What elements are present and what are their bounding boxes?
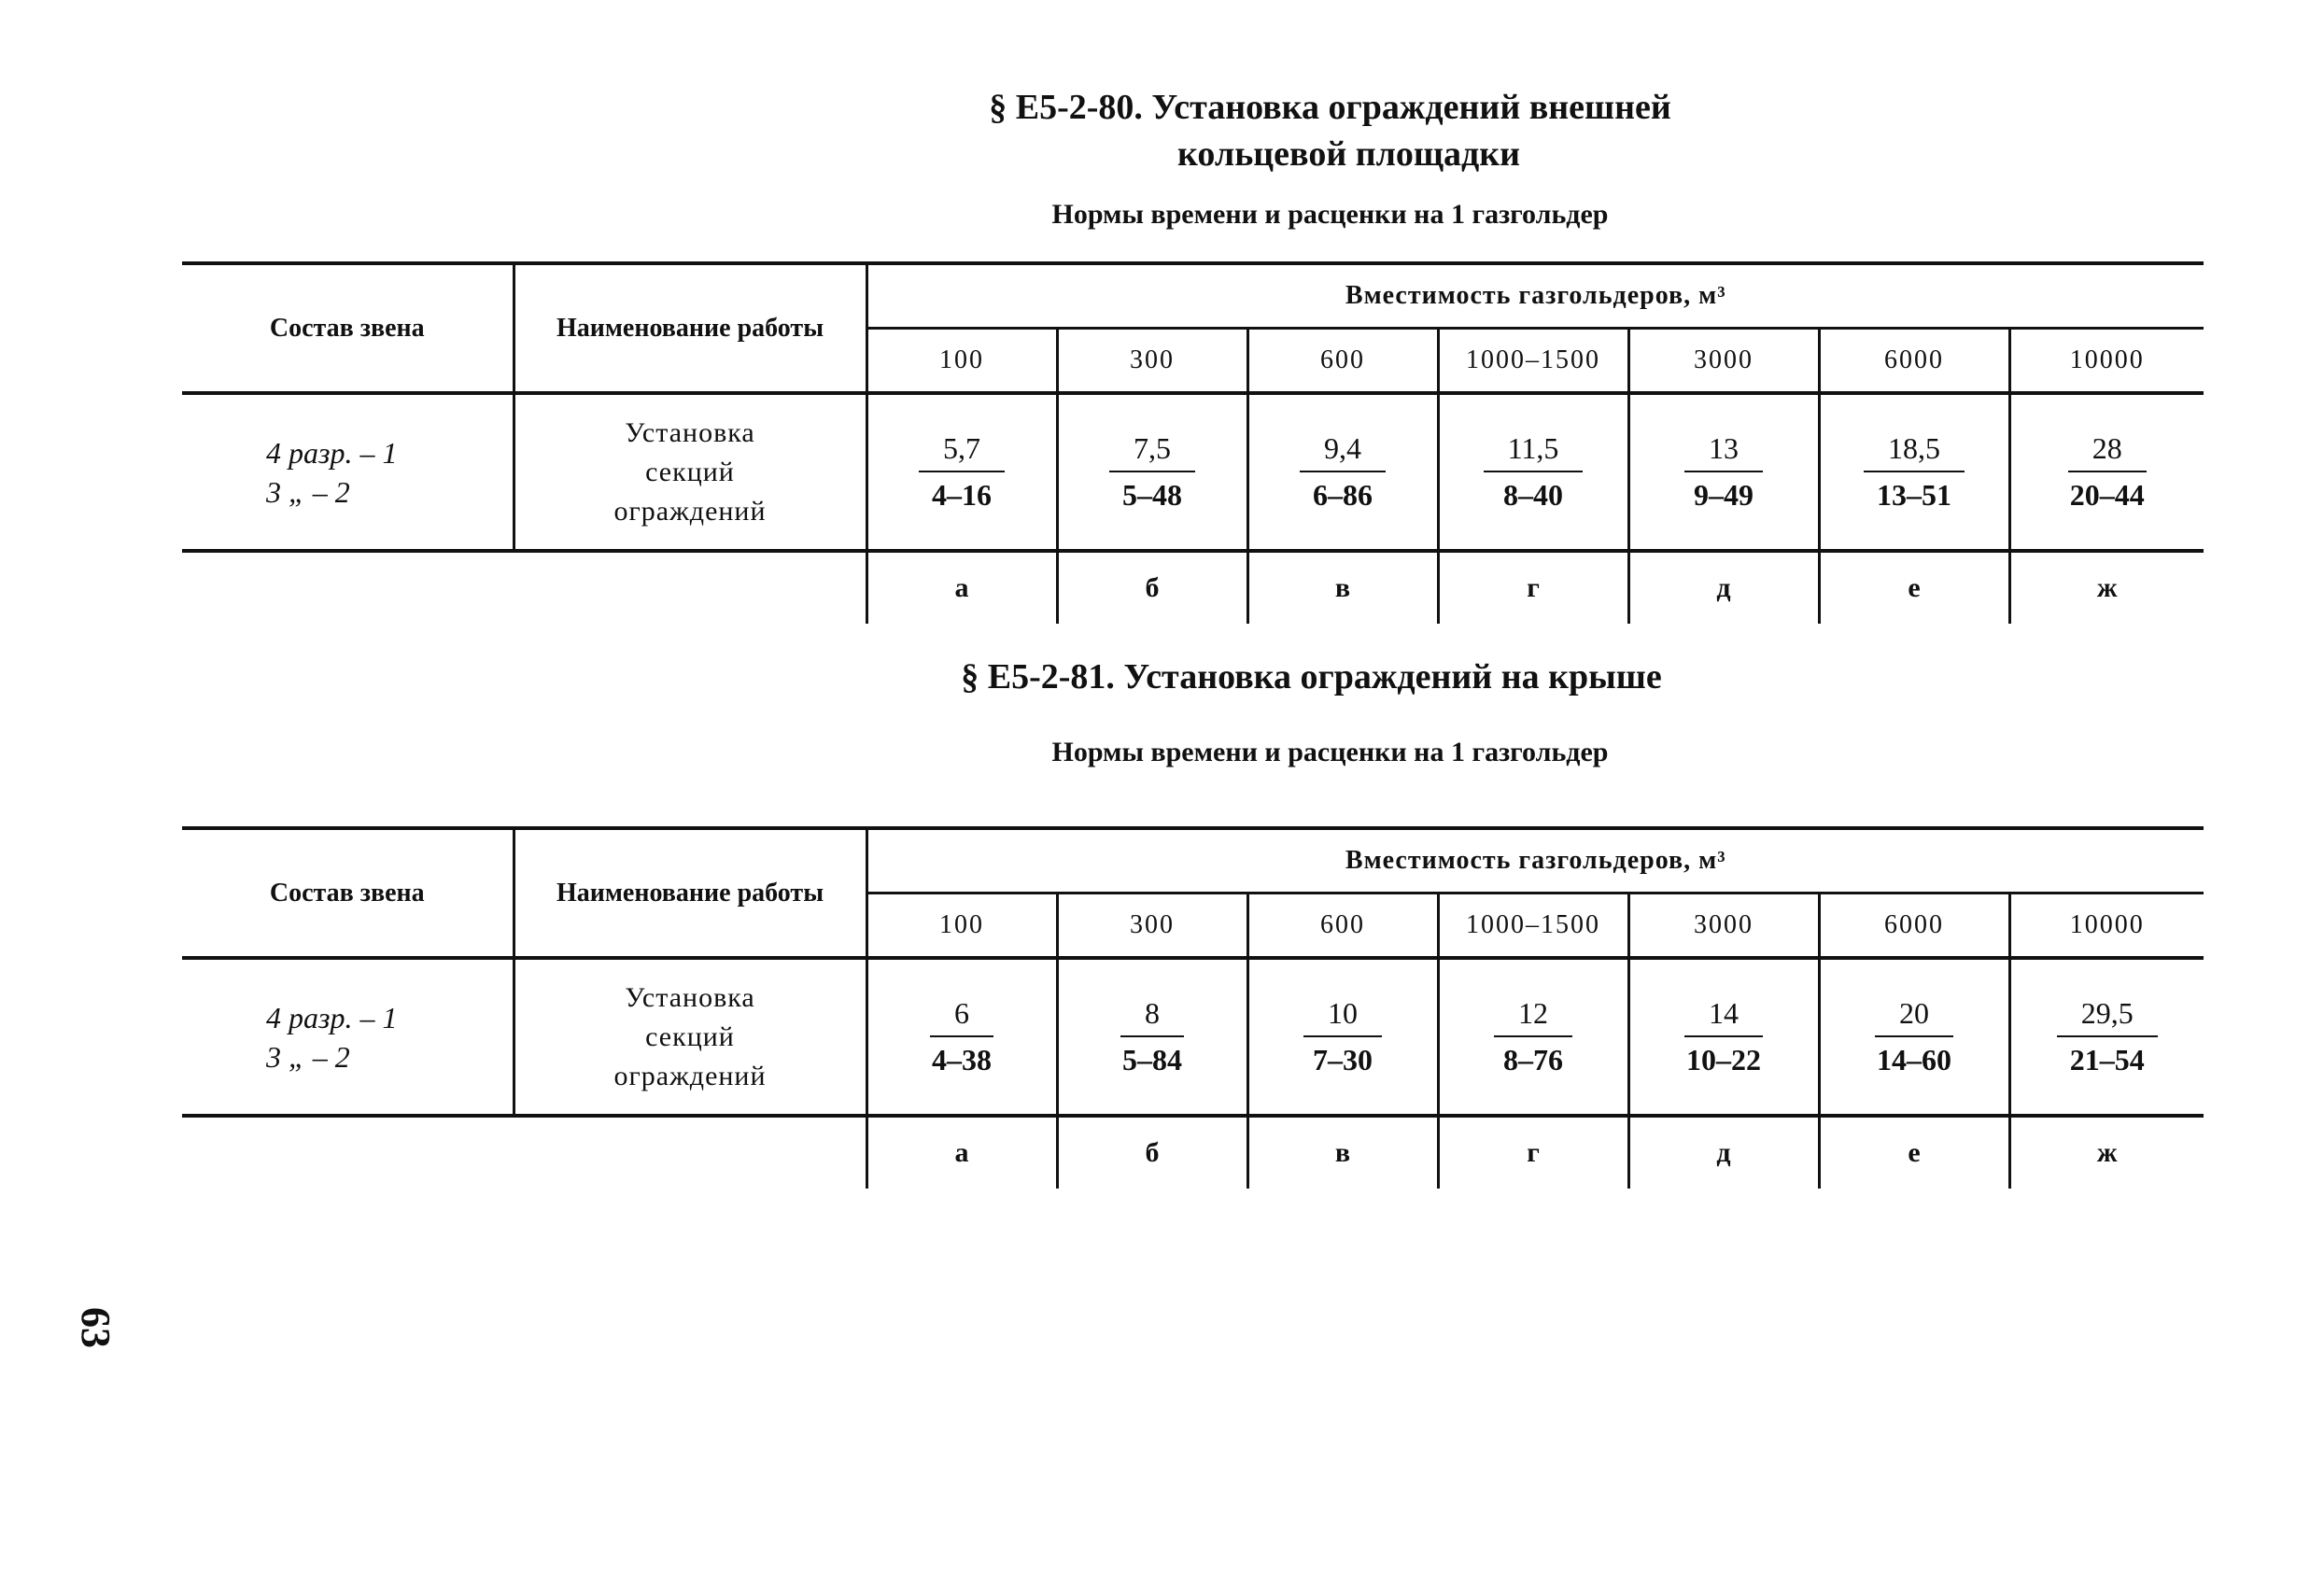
header-capacity: Вместимость газгольдеров, м³ — [866, 828, 2204, 893]
norm-value: 11,5 — [1484, 429, 1584, 472]
rate-value: 21–54 — [2069, 1042, 2145, 1076]
header-work: Наименование работы — [514, 263, 866, 393]
column-letter: в — [1247, 1116, 1438, 1189]
value-cell — [2009, 393, 2204, 551]
value-cell — [1819, 393, 2009, 551]
section-title-line2: кольцевой площадки — [1176, 134, 1521, 174]
column-letter: д — [1628, 1116, 1819, 1189]
work-line: секций — [645, 1020, 735, 1052]
header-work: Наименование работы — [514, 828, 866, 958]
rate-value: 13–51 — [1877, 477, 1951, 512]
norm-value: 7,5 — [1109, 429, 1195, 472]
capacity-col: 10000 — [2009, 329, 2204, 394]
page-number: 63 — [73, 1307, 119, 1348]
section-subtitle: Нормы времени и расценки на 1 газгольдер — [1051, 737, 1609, 767]
work-line: секций — [645, 456, 735, 487]
norm-value: 13 — [1684, 429, 1763, 472]
value-cell — [1247, 958, 1438, 1116]
crew-cell — [182, 958, 514, 1116]
rate-value: 5–48 — [1122, 477, 1182, 512]
capacity-col: 1000–1500 — [1438, 329, 1628, 394]
norm-value: 9,4 — [1300, 429, 1386, 472]
column-letter: б — [1057, 551, 1247, 624]
section-subtitle: Нормы времени и расценки на 1 газгольдер — [1051, 199, 1609, 230]
header-crew: Состав звена — [182, 263, 514, 393]
column-letter: г — [1438, 1116, 1628, 1189]
work-line: ограждений — [613, 495, 767, 527]
section-title-line1: § Е5-2-81. Установка ограждений на крыше — [961, 657, 1662, 697]
letters-row — [182, 551, 2204, 624]
column-letter: д — [1628, 551, 1819, 624]
rate-value: 14–60 — [1877, 1042, 1951, 1076]
capacity-col: 300 — [1057, 329, 1247, 394]
value-cell — [1628, 958, 1819, 1116]
letters-row — [182, 1116, 2204, 1189]
work-cell — [514, 393, 866, 551]
rate-value: 8–76 — [1503, 1042, 1563, 1076]
rate-value: 4–38 — [932, 1042, 992, 1076]
norm-value: 12 — [1494, 994, 1572, 1037]
value-cell — [1057, 958, 1247, 1116]
work-line: Установка — [625, 416, 755, 448]
table-row — [182, 958, 2204, 1116]
norm-value: 28 — [2068, 429, 2147, 472]
capacity-col: 600 — [1247, 329, 1438, 394]
norm-value: 6 — [930, 994, 993, 1037]
crew-line: 4 разр. – 1 — [266, 1000, 398, 1034]
norm-value: 5,7 — [919, 429, 1005, 472]
norms-table — [182, 826, 2204, 1189]
value-cell — [1438, 958, 1628, 1116]
column-letter: ж — [2009, 551, 2204, 624]
section-title-line1: § Е5-2-80. Установка ограждений внешней — [989, 88, 1671, 127]
crew-cell — [182, 393, 514, 551]
capacity-col: 600 — [1247, 893, 1438, 959]
norms-table — [182, 261, 2204, 624]
section-e5-2-80 — [0, 84, 2324, 603]
column-letter: ж — [2009, 1116, 2204, 1189]
crew-line: 4 разр. – 1 — [266, 435, 398, 470]
header-capacity: Вместимость газгольдеров, м³ — [866, 263, 2204, 329]
column-letter: а — [866, 551, 1057, 624]
capacity-col: 100 — [866, 893, 1057, 959]
section-e5-2-81 — [0, 654, 2324, 1168]
norm-value: 10 — [1303, 994, 1382, 1037]
crew-line: 3 „ – 2 — [266, 1039, 350, 1074]
column-letter: г — [1438, 551, 1628, 624]
rate-value: 4–16 — [932, 477, 992, 512]
work-line: Установка — [625, 981, 755, 1013]
capacity-col: 10000 — [2009, 893, 2204, 959]
capacity-col: 100 — [866, 329, 1057, 394]
capacity-col: 3000 — [1628, 893, 1819, 959]
column-letter: б — [1057, 1116, 1247, 1189]
column-letter: е — [1819, 551, 2009, 624]
value-cell — [866, 958, 1057, 1116]
value-cell — [866, 393, 1057, 551]
column-letter: а — [866, 1116, 1057, 1189]
norm-value: 14 — [1684, 994, 1763, 1037]
column-letter: е — [1819, 1116, 2009, 1189]
rate-value: 8–40 — [1503, 477, 1563, 512]
rate-value: 7–30 — [1313, 1042, 1373, 1076]
header-crew: Состав звена — [182, 828, 514, 958]
capacity-col: 6000 — [1819, 329, 2009, 394]
rate-value: 20–44 — [2069, 477, 2145, 512]
rate-value: 6–86 — [1313, 477, 1373, 512]
norm-value: 18,5 — [1864, 429, 1965, 472]
norm-value: 29,5 — [2057, 994, 2158, 1037]
table-row — [182, 393, 2204, 551]
capacity-col: 3000 — [1628, 329, 1819, 394]
value-cell — [2009, 958, 2204, 1116]
work-line: ограждений — [613, 1060, 767, 1091]
value-cell — [1628, 393, 1819, 551]
work-cell — [514, 958, 866, 1116]
value-cell — [1438, 393, 1628, 551]
value-cell — [1057, 393, 1247, 551]
crew-line: 3 „ – 2 — [266, 474, 350, 509]
norm-value: 8 — [1120, 994, 1184, 1037]
value-cell — [1819, 958, 2009, 1116]
rate-value: 9–49 — [1694, 477, 1754, 512]
rate-value: 10–22 — [1686, 1042, 1761, 1076]
capacity-col: 300 — [1057, 893, 1247, 959]
capacity-col: 6000 — [1819, 893, 2009, 959]
column-letter: в — [1247, 551, 1438, 624]
capacity-col: 1000–1500 — [1438, 893, 1628, 959]
norm-value: 20 — [1875, 994, 1953, 1037]
value-cell — [1247, 393, 1438, 551]
rate-value: 5–84 — [1122, 1042, 1182, 1076]
